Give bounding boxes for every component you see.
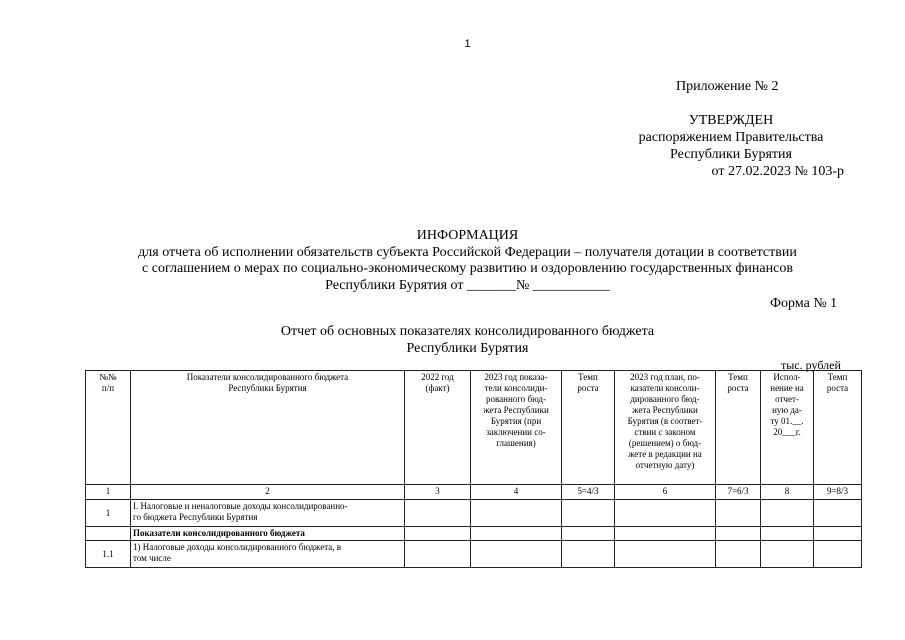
table-cell: [405, 500, 471, 527]
table-cell: [814, 527, 862, 541]
document-title: [0, 228, 905, 294]
title-line: для отчета об исполнении обязательств субъекта Российской Федерации – получателя дотации в соответствии: [138, 244, 797, 260]
header-text: №№ п/п: [99, 372, 117, 393]
row-number: [86, 527, 131, 541]
title-line: ИНФОРМАЦИЯ: [416, 228, 519, 243]
table-cell: [615, 500, 716, 527]
row-label: [131, 541, 405, 568]
title-line: с соглашением о мерах по социально-экономическому развитию и оздоровлению государственных финансов: [142, 261, 793, 276]
header-text: 2023 год план, по- казатели консоли- дированного бюд- жета Республики Бурятия (в соответ- ствии с законом (решением) о бюд- жете в редакции на отчетную дату): [627, 372, 703, 470]
table-row: [86, 500, 862, 527]
report-title: [0, 323, 905, 357]
header-text: Показатели консолидированного бюджета Республики Бурятия: [186, 372, 349, 393]
table-cell: [716, 500, 761, 527]
row-label: Показатели консолидированного бюджета: [131, 527, 405, 541]
table-row: [86, 527, 862, 541]
column-header: [716, 371, 761, 485]
title-line: Республики Бурятия от _______№ ___________: [325, 277, 610, 293]
row-label-text: 1) Налоговые доходы консолидированного бюджета, в том числе: [133, 542, 342, 563]
table-cell: [761, 527, 814, 541]
table-cell: [562, 527, 615, 541]
table-cell: [471, 541, 562, 568]
table-cell: [562, 500, 615, 527]
column-header: [562, 371, 615, 485]
table-cell: [761, 541, 814, 568]
column-header: [814, 371, 862, 485]
column-header: [86, 371, 131, 485]
table-cell: [761, 500, 814, 527]
report-title-line: Отчет об основных показателях консолидированного бюджета: [280, 324, 655, 339]
column-number: 6: [615, 485, 716, 500]
column-number: 9=8/3: [814, 485, 862, 500]
column-header: [405, 371, 471, 485]
column-header: [761, 371, 814, 485]
column-number-row: [86, 485, 862, 500]
approval-line: УТВЕРЖДЕН: [688, 113, 774, 128]
table-header-row: [86, 371, 862, 485]
header-text: Темп роста: [577, 372, 599, 393]
table-cell: [405, 527, 471, 541]
header-text: 2022 год (факт): [421, 372, 454, 393]
units-label: тыс. рублей: [781, 358, 841, 372]
row-label-text: I. Налоговые и неналоговые доходы консолидированно- го бюджета Республики Бурятия: [133, 501, 348, 522]
table-cell: [615, 527, 716, 541]
column-number: 5=4/3: [562, 485, 615, 500]
header-text: Темп роста: [727, 372, 749, 393]
column-number: 2: [131, 485, 405, 500]
table-cell: [814, 500, 862, 527]
column-number: 3: [405, 485, 471, 500]
table-cell: [562, 541, 615, 568]
approval-date: от 27.02.2023 № 103-р: [711, 164, 844, 179]
column-number: 7=6/3: [716, 485, 761, 500]
column-number: 8: [761, 485, 814, 500]
row-number: 1: [86, 500, 131, 527]
row-number: 1.1: [86, 541, 131, 568]
row-label: [131, 500, 405, 527]
budget-table: [85, 370, 862, 568]
table-cell: [615, 541, 716, 568]
column-header: [131, 371, 405, 485]
table-cell: [716, 527, 761, 541]
column-header: [471, 371, 562, 485]
approval-line: распоряжением Правительства: [638, 130, 824, 145]
page-number: 1: [464, 38, 471, 50]
table-cell: [716, 541, 761, 568]
table-cell: [471, 527, 562, 541]
approval-block: [596, 112, 866, 180]
table-row: [86, 541, 862, 568]
table-cell: [471, 500, 562, 527]
appendix-label: Приложение № 2: [676, 79, 779, 94]
table-cell: [814, 541, 862, 568]
approval-line: Республики Бурятия: [670, 147, 792, 162]
form-label: Форма № 1: [770, 296, 838, 311]
report-title-line: Республики Бурятия: [406, 341, 529, 356]
header-text: 2023 год показа- тели консолиди- рованного бюд- жета Республики Бурятия (при заключении со- глашения): [483, 372, 549, 448]
header-text: Темп роста: [826, 372, 849, 393]
header-text: Испол- нение на отчет- ную да- ту 01.__. 20___г.: [770, 372, 804, 437]
column-number: 4: [471, 485, 562, 500]
column-header: [615, 371, 716, 485]
table-cell: [405, 541, 471, 568]
column-number: 1: [86, 485, 131, 500]
